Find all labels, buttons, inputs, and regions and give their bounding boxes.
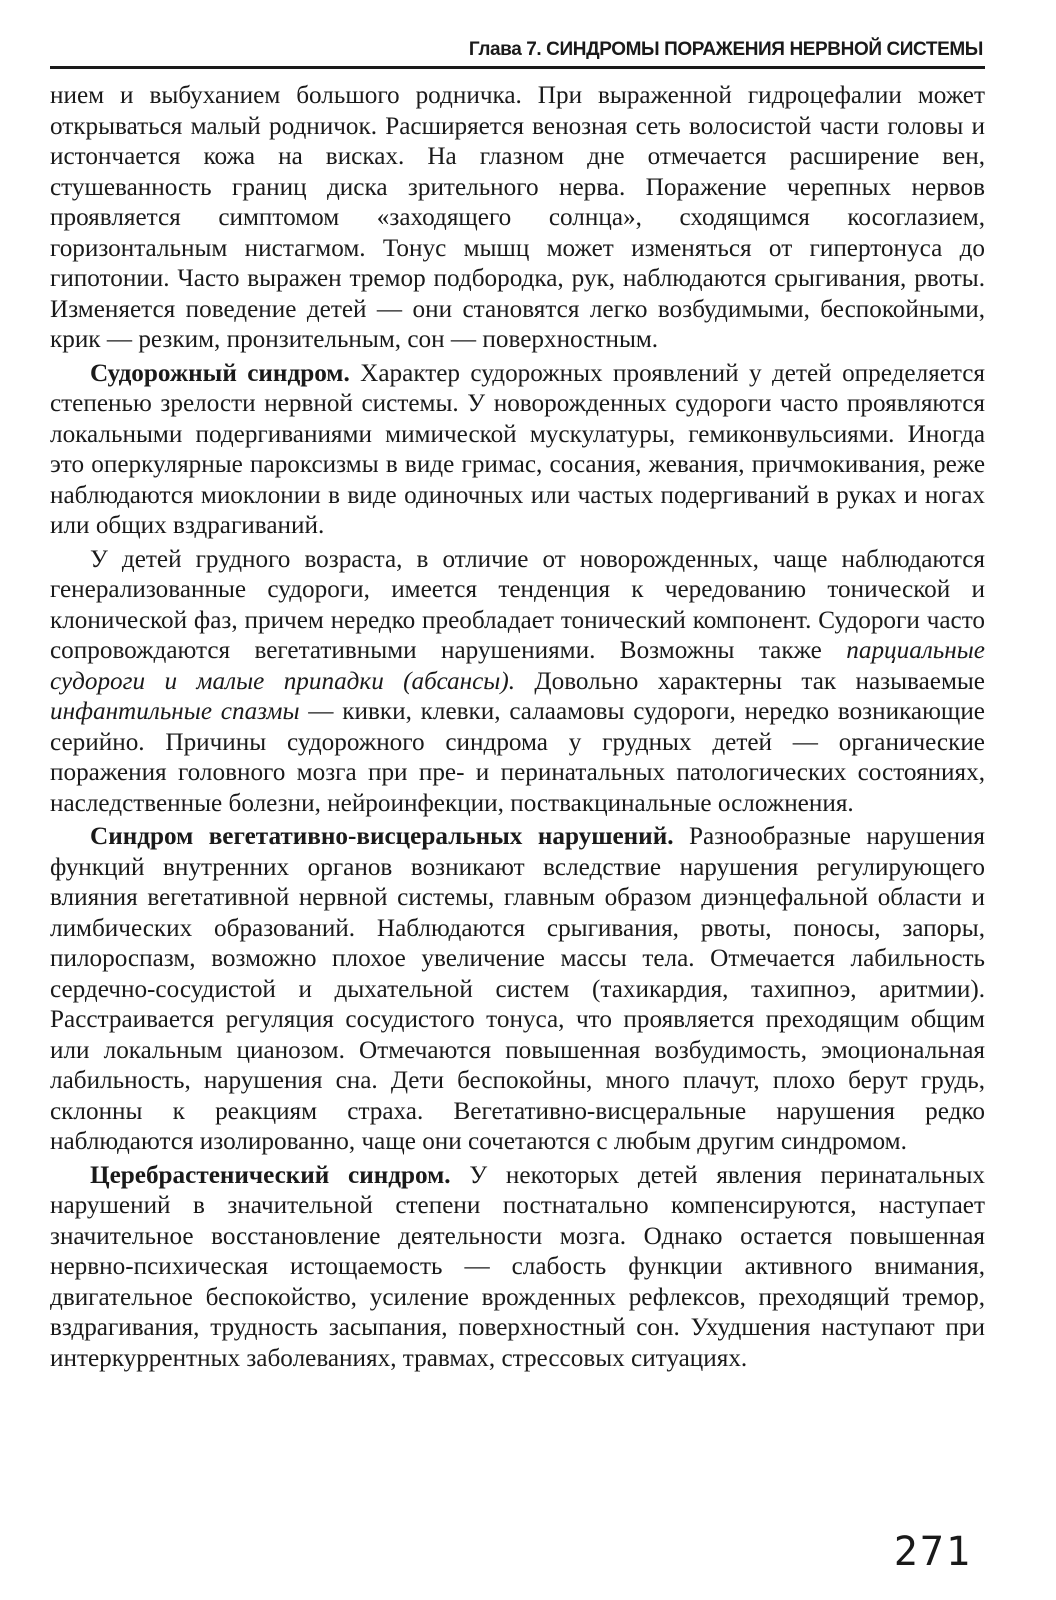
page-number: 271 [893,1529,972,1575]
italic-term-infantile-spasms: инфантильные спазмы [50,698,300,725]
paragraph-text: У некоторых детей явления перинатальных нарушений в значительной степени постнатально компенсируются, наступает значительное восстановление деятельности мозга. Однако остается повышенная нервно-психическая истощаемость — слабость функции активного внимания, двигательное беспокойство, усиление врожденных рефлексов, преходящий тремор, вздрагивания, трудность засыпания, поверхностный сон. Ухудшения наступают при интеркуррентных заболеваниях, травмах, стрессовых ситуациях. [50,1161,985,1372]
paragraph-text: Характер судорожных проявлений у детей определяется степенью зрелости нервной системы. У новорожденных судороги часто проявляются локальными подергиваниями мимической мускулатуры, гемиконвульсиями. Иногда это оперкулярные пароксизмы в виде гримас, сосания, жевания, причмокивания, реже наблюдаются миоклонии в виде одиночных или частых подергиваний в руках и ногах или общих вздрагиваний. [50,359,985,539]
paragraph-text: Довольно характерны так называемые [515,667,985,695]
paragraph-hydrocephalus-continuation: нием и выбуханием большого родничка. При выраженной гидроцефалии может открываться малый родничок. Расширяется венозная сеть волосистой части головы и истончается кожа на висках. На глазном дне отмечается расширение вен, стушеванность границ диска зрительного нерва. Поражение черепных нервов проявляется симптомом «заходящего солнца», сходящимся косоглазием, горизонтальным нистагмом. Тонус мышц может изменяться от гипертонуса до гипотонии. Часто выражен тремор подбородка, рук, наблюдаются срыгивания, рвоты. Изменяется поведение детей — они становятся легко возбудимыми, беспокойными, крик — резким, пронзительным, сон — поверхностным. [50,82,985,353]
italic-term-partial-seizures: парциальные судороги и малые припадки (абсансы). [50,637,985,695]
paragraph-text: — кивки, клевки, салаамовы судороги, нередко возникающие серийно. Причины судорожного синдрома у грудных детей — органические поражения головного мозга при пре- и перинатальных патологических состояниях, наследственные болезни, нейроинфекции, поствакцинальные осложнения. [50,698,985,817]
paragraph-cerebrasthenic-syndrome [50,1161,985,1375]
book-page [50,38,985,1374]
heading-cerebrasthenic-syndrome: Церебрастенический синдром. [90,1161,451,1189]
running-header: Глава 7. СИНДРОМЫ ПОРАЖЕНИЯ НЕРВНОЙ СИСТЕМЫ [468,39,983,60]
heading-convulsive-syndrome: Судорожный синдром. [90,359,350,387]
paragraph-text: Разнообразные нарушения функций внутренних органов возникают вследствие нарушения регулирующего влияния вегетативной нервной системы, главным образом диэнцефальной области и лимбических образований. Наблюдаются срыгивания, рвоты, поносы, запоры, пилороспазм, возможно плохое увеличение массы тела. Отмечается лабильность сердечно-сосудистой и дыхательной систем (тахикардия, тахипноэ, аритмии). Расстраивается регуляция сосудистого тонуса, что проявляется преходящим общим или локальным цианозом. Отмечаются повышенная возбудимость, эмоциональная лабильность, нарушения сна. Дети беспокойны, много плачут, плохо берут грудь, склонны к реакциям страха. Вегетативно-висцеральные нарушения редко наблюдаются изолированно, чаще они сочетаются с любым другим синдромом. [50,823,985,1155]
paragraph-text: У детей грудного возраста, в отличие от новорожденных, чаще наблюдаются генерализованные судороги, имеется тенденция к чередованию тонической и клонической фаз, причем нередко преобладает тонический компонент. Судороги часто сопровождаются вегетативными нарушениями. Возможны также [50,545,985,664]
paragraph-vegetative-visceral-syndrome [50,822,985,1158]
paragraph-convulsive-syndrome [50,359,985,542]
body-text [50,81,985,1374]
paragraph-infant-convulsions [50,545,985,820]
heading-vegetative-visceral-syndrome: Синдром вегетативно-висцеральных нарушений. [90,823,674,850]
header-rule [50,66,985,69]
